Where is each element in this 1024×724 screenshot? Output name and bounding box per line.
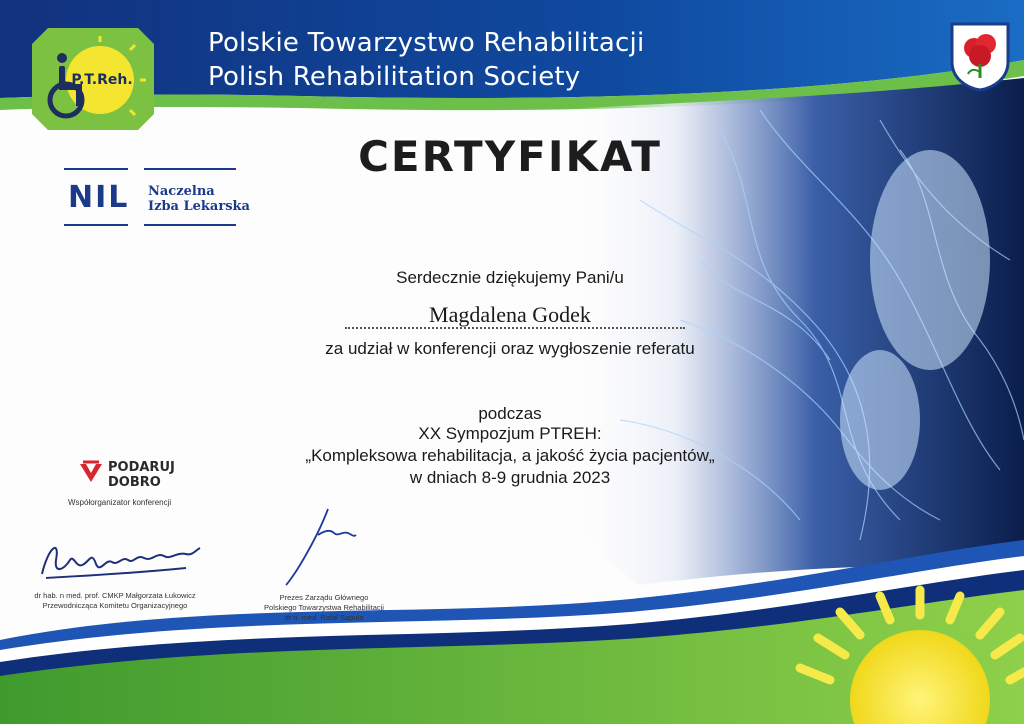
nil-divider (144, 224, 236, 226)
nil-logo (64, 168, 250, 228)
certificate-title: CERTYFIKAT (358, 132, 662, 181)
symposium-topic: „Kompleksowa rehabilitacja, a jakość życia pacjentów„ (305, 446, 715, 465)
ptreh-logo-text: P.T.Reh. (71, 72, 133, 88)
podaruj-dobro-text (108, 460, 175, 490)
signatory-2-org: Polskiego Towarzystwa Rehabilitacji (264, 603, 384, 612)
organization-name-en: Polish Rehabilitation Society (208, 62, 581, 92)
heart-ribbon-icon (78, 460, 104, 484)
ptreh-logo (32, 28, 154, 130)
signature-lukowicz (36, 530, 206, 586)
nil-divider (144, 168, 236, 170)
rose-emblem (948, 20, 1012, 92)
signatory-1-role: Przewodnicząca Komitetu Organizacyjnego (42, 601, 188, 610)
recipient-dotted-line (345, 327, 685, 329)
nil-divider (64, 224, 128, 226)
signatory-1-caption (12, 591, 218, 611)
nil-line-1: Naczelna (148, 184, 215, 199)
arm-shape (840, 350, 920, 490)
organization-name (208, 26, 644, 94)
during-text: podczas (478, 404, 542, 423)
torso-shape (870, 150, 990, 370)
signatory-2-role: Prezes Zarządu Głównego (279, 593, 369, 602)
signatory-2-caption (234, 593, 414, 623)
nil-acronym: NIL (68, 180, 130, 215)
participation-text: za udział w konferencji oraz wygłoszenie referatu (325, 339, 695, 358)
recipient-name: Magdalena Godek (429, 302, 591, 327)
nil-full-name (148, 184, 250, 214)
co-organizer-label: Współorganizator konferencji (68, 498, 172, 507)
organization-name-pl: Polskie Towarzystwo Rehabilitacji (208, 28, 645, 58)
signatory-2-name: dr n. med. Rafał Sapuła (284, 613, 364, 622)
signature-sapula (278, 505, 358, 587)
symposium-name: XX Sympozjum PTREH: (418, 424, 602, 443)
event-dates: w dniach 8-9 grudnia 2023 (409, 468, 611, 487)
podaruj-dobro-logo (78, 458, 198, 498)
nil-line-2: Izba Lekarska (148, 199, 250, 214)
nil-divider (64, 168, 128, 170)
podaruj-line-2: DOBRO (108, 475, 161, 490)
signatory-1-title: dr hab. n med. prof. CMKP Małgorzata Łukowicz (34, 591, 196, 600)
podaruj-line-1: PODARUJ (108, 460, 175, 475)
thanks-text: Serdecznie dziękujemy Pani/u (396, 268, 624, 287)
